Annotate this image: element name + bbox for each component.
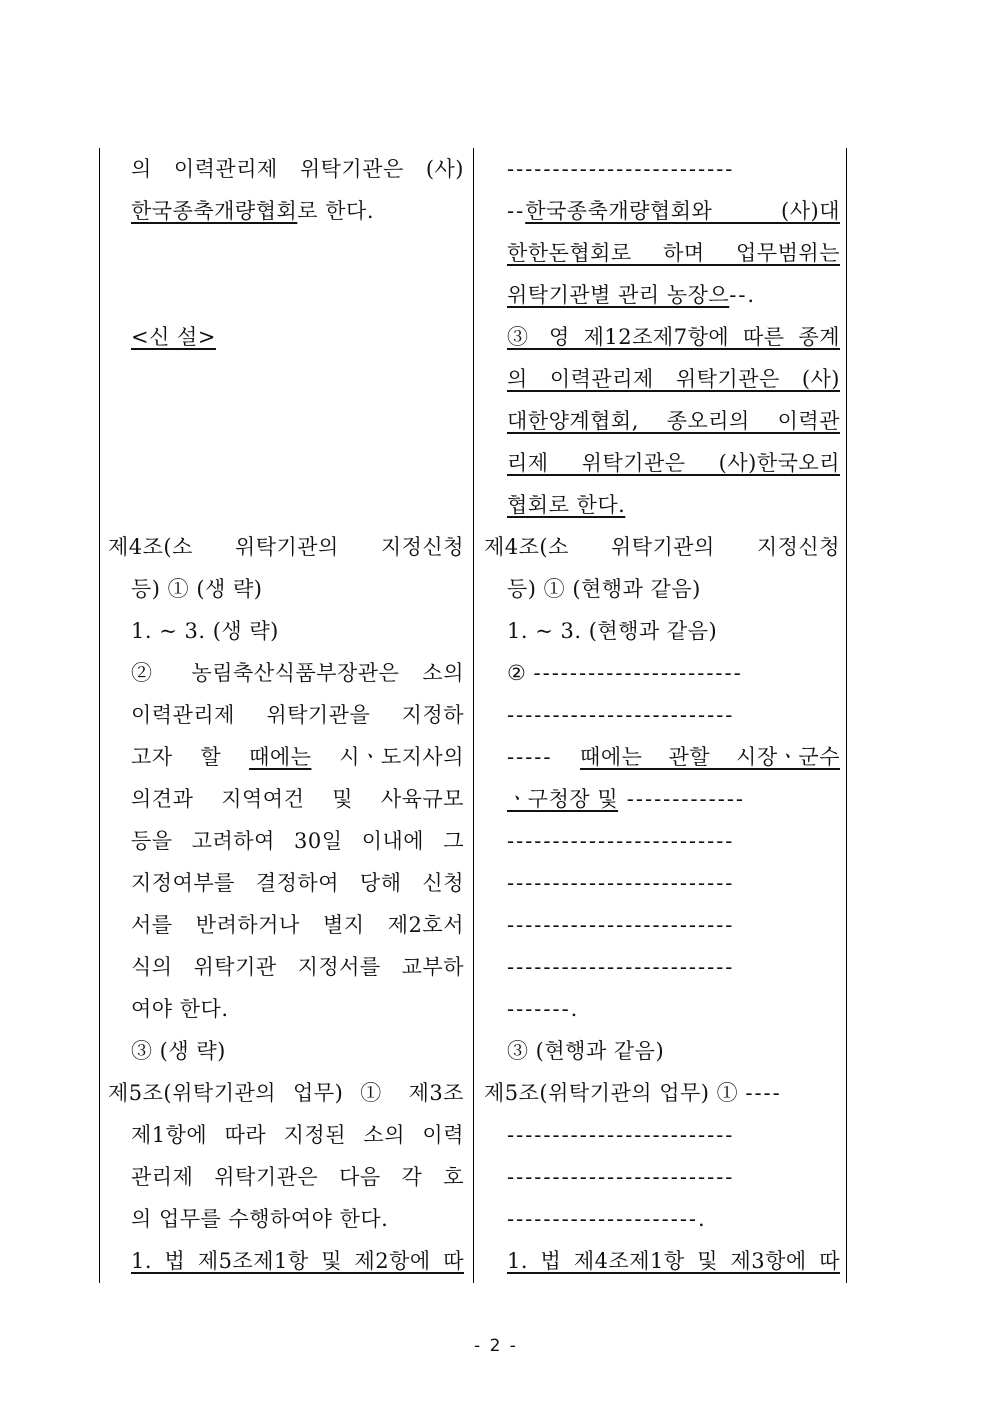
article-heading: 제5조(위탁기관의 업무) ① 제3조 (108, 1081, 464, 1105)
dash-line: ------------------------- (507, 1123, 735, 1147)
text-span: ② (507, 661, 534, 685)
underlined-text: 때에는 (249, 745, 312, 769)
text-span: 로 한다. (297, 199, 375, 223)
dash-span: ----------------------- (533, 661, 743, 685)
text-line: 등) ① (생 략) (131, 577, 263, 601)
underlined-text: 위탁기관별 관리 농장으 (507, 283, 730, 307)
text-line (484, 400, 840, 442)
dash-span: --. (729, 283, 757, 307)
dash-line: ------------------------- (507, 157, 735, 181)
underlined-text: 때에는 관할 시장ㆍ군수 (580, 745, 840, 769)
underlined-text: ③ 영 제12조제7항에 따른 종계 (507, 325, 840, 349)
current-provisions-column (108, 148, 464, 1282)
table-border-left (99, 148, 100, 1283)
dash-span: ---- (745, 1081, 782, 1105)
text-line: 지정여부를 결정하여 당해 신청 (131, 871, 464, 895)
dash-span: ----- (507, 745, 581, 769)
text-line (108, 316, 464, 358)
text-line: ③ (생 략) (131, 1039, 226, 1063)
table-border-right (846, 148, 847, 1283)
dash-line: ---------------------. (507, 1207, 707, 1231)
dash-span: ------------- (618, 787, 746, 811)
underlined-text: ㆍ구청장 및 (507, 787, 619, 811)
underlined-text: 대한양계협회, 종오리의 이력관 (507, 409, 840, 433)
underlined-text: 리제 위탁기관은 (사)한국오리 (507, 451, 840, 475)
text-line (484, 736, 840, 778)
blank-line (108, 400, 464, 442)
text-span: 고자 할 (131, 745, 250, 769)
text-line: 등을 고려하여 30일 이내에 그 (131, 829, 464, 853)
dash-line: ------------------------- (507, 955, 735, 979)
text-line: 의 업무를 수행하여야 한다. (131, 1207, 389, 1231)
dash-line: ------------------------- (507, 913, 735, 937)
text-line (484, 358, 840, 400)
text-line: 의견과 지역여건 및 사육규모 (131, 787, 464, 811)
text-line: 관리제 위탁기관은 다음 각 호 (131, 1165, 464, 1189)
blank-line (108, 274, 464, 316)
text-line (484, 190, 840, 232)
text-line: 1. ~ 3. (현행과 같음) (507, 619, 718, 643)
text-span: 제5조(위탁기관의 업무) ① (484, 1081, 746, 1105)
blank-line (108, 358, 464, 400)
text-line: ③ (현행과 같음) (507, 1039, 665, 1063)
page-number: - 2 - (474, 1336, 518, 1356)
underlined-text: 협회로 한다. (507, 493, 626, 517)
amended-provisions-column (484, 148, 840, 1282)
dash-line: ------------------------- (507, 1165, 735, 1189)
underlined-text: 1. 법 제5조제1항 및 제2항에 따 (131, 1249, 464, 1273)
blank-line (108, 232, 464, 274)
underlined-text: 한국종축개량협회와 (사)대 (525, 199, 840, 223)
underlined-text: 한국종축개량협회 (131, 199, 298, 223)
dash-line: ------------------------- (507, 871, 735, 895)
underlined-text: 한한돈협회로 하며 업무범위는 (507, 241, 840, 265)
text-line (484, 484, 840, 526)
text-line: 이력관리제 위탁기관을 지정하 (131, 703, 464, 727)
blank-line (108, 442, 464, 484)
text-line: 의 이력관리제 위탁기관은 (사) (131, 157, 464, 181)
text-line (484, 316, 840, 358)
text-line (108, 190, 464, 232)
text-line: ② 농림축산식품부장관은 소의 (131, 661, 464, 685)
dash-line: ------------------------- (507, 703, 735, 727)
text-line: 서를 반려하거나 별지 제2호서 (131, 913, 464, 937)
dash-span: -- (507, 199, 526, 223)
dash-line: ------------------------- (507, 829, 735, 853)
text-line (484, 1240, 840, 1282)
text-span: 시ㆍ도지사의 (311, 745, 464, 769)
underlined-text: 1. 법 제4조제1항 및 제3항에 따 (507, 1249, 840, 1273)
text-line: 식의 위탁기관 지정서를 교부하 (131, 955, 464, 979)
text-line (108, 736, 464, 778)
article-heading: 제4조(소 위탁기관의 지정신청 (484, 535, 840, 559)
text-line (484, 778, 840, 820)
underlined-text: 의 이력관리제 위탁기관은 (사) (507, 367, 840, 391)
text-line (484, 442, 840, 484)
text-line: 제1항에 따라 지정된 소의 이력 (131, 1123, 464, 1147)
new-provision-label: <신 설> (131, 325, 216, 349)
text-line (484, 652, 840, 694)
article-heading: 제4조(소 위탁기관의 지정신청 (108, 535, 464, 559)
text-line: 등) ① (현행과 같음) (507, 577, 701, 601)
dash-line: -------. (507, 997, 580, 1021)
article-heading (484, 1072, 840, 1114)
text-line (484, 232, 840, 274)
text-line: 여야 한다. (131, 997, 229, 1021)
blank-line (108, 484, 464, 526)
table-border-middle (473, 148, 474, 1283)
text-line (484, 274, 840, 316)
text-line (108, 1240, 464, 1282)
text-line: 1. ~ 3. (생 략) (131, 619, 279, 643)
